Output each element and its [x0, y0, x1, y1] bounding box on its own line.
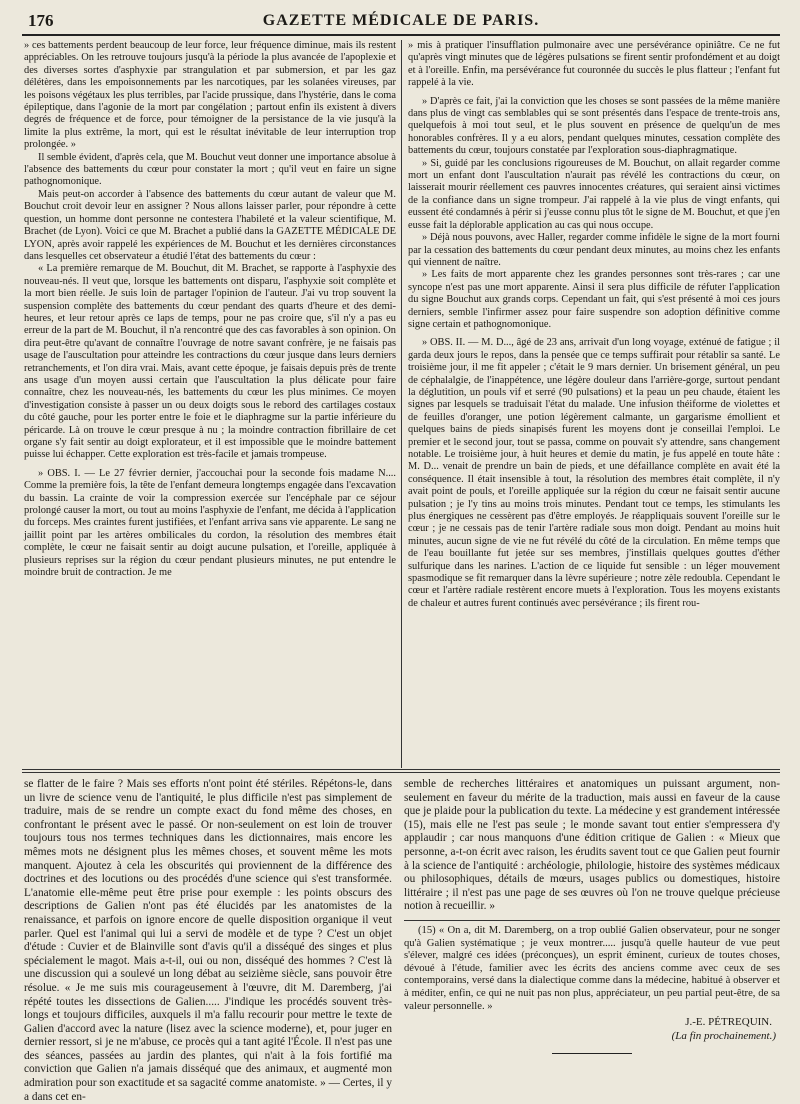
continuation-note: (La fin prochainement.): [671, 1029, 776, 1042]
column-right: [408, 40, 780, 768]
column-divider: [401, 40, 402, 768]
column-left: [24, 40, 396, 768]
col1-paragraph-3: Mais peut-on accorder à l'absence des battements du cœur autant de valeur que M. Bouchut croit devoir leur en assigner ? Nous allons laisser parler, pour répondre à cette question, un homme dont personne ne contestera l'habileté et la valeur scientifique, M. Brachet (de Lyon). Voici ce que M. Brachet a publié dans la GAZETTE MÉDICALE DE LYON, après avoir rappelé les expériences de M. Bouchut et les dernières circonstances dans lesquelles cet observateur a étudié l'état des battements du cœur :: [24, 188, 396, 262]
col2-paragraph-4: » Déjà nous pouvons, avec Haller, regarder comme infidèle le signe de la mort fourni par la cessation des battements du cœur pendant deux minutes, au moins chez les enfants qui viennent de naître.: [408, 232, 780, 268]
section-divider: [22, 769, 780, 770]
section-divider-double: [22, 772, 780, 773]
col1-paragraph-5: » OBS. I. — Le 27 février dernier, j'accouchai pour la seconde fois madame N.... Comme la première fois, la tête de l'enfant demeura longtemps engagée dans l'excavation du bassin. La crainte de voir la compression exercée sur l'encéphale par ce séjour prolongé causer la mort, ou tout au moins l'asphyxie de l'enfant, me décida à l'application du forceps. Mes craintes furent justifiées, et l'enfant arriva sans vie apparente. Le sang ne jaillit point par les artères ombilicales du cordon, la résolution des membres était complète, le cœur ne faisait sentir au doigt aucune pulsation, et l'oreille, appliquée à plusieurs reprises sur la région du cœur pendant plusieurs minutes, ne put entendre le moindre bruit de contraction. Je me: [24, 467, 396, 579]
bottom-column-right: [404, 778, 780, 1096]
page-number: 176: [28, 11, 54, 30]
col2-paragraph-6: » OBS. II. — M. D..., âgé de 23 ans, arrivait d'un long voyage, exténué de fatigue ; il garda deux jours le repos, dans la pensée que ce temps suffirait pour rétablir sa santé. Le troisième jour, il me fit appeler ; c'était le 9 mars dernier. Un brisement général, un peu de céphalalgie, de l'inappétence, une légère douleur dans l'arrière-gorge, surtout pendant la déglutition, un pouls vif et serré (90 pulsations) et la peau un peu chaude, étaient les signes par lesquels se traduisait l'état du malade. Une infusion théiforme de violettes et de feuilles d'oranger, une potion légèrement calmante, un gargarisme émollient et quelques bains de pieds sinapisés furent les moyens dont je conseillai l'emploi. Le premier et le second jour, tout se passa, comme on pouvait s'y attendre, sans changement notable. Le troisième jour, à huit heures et demie du matin, je fus appelé en toute hâte : M. D... venait de prendre un bain de pieds, et une défaillance complète en avait été la conséquence. Il était insensible à tout, la résolution des membres était complète, il n'y avait point de pouls, et l'oreille appliquée sur la région du cœur ne faisait sentir aucune pulsation ; je l'y tins au moins trois minutes. Pendant tout ce temps, les stimulants les plus énergiques ne cessèrent pas d'être employés. Je réappliquais souvent l'oreille sur le cœur ; je ne cessais pas de tenir l'artère radiale sous mon doigt. Pendant au moins huit minutes, aucun signe de vie ne fut révélé du côté de la circulation. En même temps que de l'eau bouillante fut jetée sur ses membres, j'instillais quelques gouttes d'éther sulfurique dans les narines. L'action de ce liquide fut sensible : un léger mouvement spasmodique se fit remarquer dans la lèvre supérieure ; notre zèle redoubla. Cependant le cœur et l'artère radiale restèrent encore muets à l'exploration. Tous les moyens existants de chaleur et autres furent continués avec persévérance ; ils firent rou-: [408, 337, 780, 609]
bottom-left-text: se flatter de le faire ? Mais ses efforts n'ont point été stériles. Répétons-le, dans un livre de science venu de l'antiquité, le plus difficile n'est pas simplement de traduire, mais de se rendre un compte exact du fond même des choses, en confrontant le présent avec le passé. Or non-seulement on est loin de trouver toujours tous nos termes techniques dans les dictionnaires, mais encore les mêmes mots ne désignent plus les mêmes choses, et souvent même les mots manquent. Ajoutez à cela les obscurités qui proviennent de la différence des doctrines et des locutions ou des procédés d'une science qui s'est transformée. L'anatomie elle-même peut être prise pour exemple : les points obscurs des descriptions de Galien n'ont pas été élucidés par les anatomistes de la renaissance, et parfois on ignore encore de quelle disposition organique il veut parler. Quel est l'animal qui lui a servi de modèle et de type ? C'est un objet d'étude : Cuvier et de Blainville sont d'avis qu'il a disséqué des singes et plus spécialement le magot. Mais a-t-il, oui ou non, disséqué des hommes ? C'est là une discussion qui a soulevé un long débat au seizième siècle, sans pouvoir être résolue. « Je me suis mis courageusement à l'œuvre, dit M. Daremberg, j'ai répété toutes les dissections de Galien..... J'indique les procédés souvent très-longs et toujours difficiles, auxquels il m'a fallu recourir pour mettre le texte de Galien d'accord avec la nature (lisez avec la science moderne), et, pour juger en dernier ressort, si je ne m'abuse, ce procès qui a tant agité l'École. Il n'est pas une des séances, passées au jardin des plantes, qui n'ait à la fois fortifié ma conviction que Galien n'a jamais disséqué que des animaux, et augmenté mon admiration pour son exactitude et sa sagacité comme anatomiste. » — Certes, il y a dans cet en-: [24, 778, 392, 1103]
col2-paragraph-3: » Si, guidé par les conclusions rigoureuses de M. Bouchut, on allait regarder comme mort un enfant dont l'auscultation n'aurait pas révélé les contractions du cœur, on laisserait mourir réellement ces pauvres innocentes créatures, qui seraient ainsi victimes de la confiance dans un signe trompeur. J'ai rappelé à la vie plus de vingt enfants, qui eussent été condamnés à périr si j'eusse connu plus tôt le signe de M. Bouchut, et que j'en eusse fait la déplorable application au cas qui nous occupe.: [408, 157, 780, 231]
author-signature: J.-E. PÉTREQUIN.: [685, 1016, 772, 1029]
end-rule: [552, 1053, 632, 1054]
col2-paragraph-2: » D'après ce fait, j'ai la conviction que les choses se sont passées de la même manière dans plus de vingt cas semblables qui se sont présentés dans l'espace de trente-trois ans, quelquefois à moi tout seul, et le plus souvent en présence de quelqu'un de mes honorables confrères. Il y a eu alors, pendant quelques minutes, cessation complète des battements du cœur, toujours constatée par l'exploration sous-diaphragmatique.: [408, 95, 780, 157]
col1-paragraph-2: Il semble évident, d'après cela, que M. Bouchut veut donner une importance absolue à l'absence des battements du cœur pour constater la mort ; qu'il veut en faire un signe pathognomonique.: [24, 151, 396, 188]
page-header: [22, 10, 780, 36]
bottom-column-left: [24, 778, 392, 1103]
col2-paragraph-5: » Les faits de mort apparente chez les grandes personnes sont très-rares ; car une syncope n'est pas une mort apparente. Ainsi il sera plus difficile de réfuter l'application du signe Bouchut aux grands corps. Cependant un fait, qui s'est présenté à moi ces jours derniers, semble l'infirmer assez pour faire suspendre son adoption définitive comme signe certain et pathognomonique.: [408, 269, 780, 330]
col1-paragraph-1: » ces battements perdent beaucoup de leur force, leur fréquence diminue, mais ils restent appréciables. On les retrouve toujours jusqu'à la période la plus avancée de l'apoplexie et des diverses sortes d'asphyxie par strangulation et par submersion, et par les gaz délétères, dans les empoisonnements par les narcotiques, par les solanées vireuses, par les poisons végétaux les plus terribles, par l'acide prussique, dans l'hystérie, dans le coma épileptique, dans l'agonie de la mort par congélation ; partout enfin ils existent à divers degrés de fréquence et de force, pour témoigner de la persistance de la vie jusqu'à la limite la plus extrême, la mort, qui est le résultat inévitable de leur interruption trop prolongée. »: [24, 40, 396, 151]
bottom-right-text: semble de recherches littéraires et anatomiques un puissant argument, non-seulement en faveur du mérite de la traduction, mais aussi en faveur de la cause que je plaide pour la publication du texte. La médecine y est grandement intéressée (15), mais elle ne l'est pas seule ; le monde savant tout entier s'empressera d'y applaudir ; car nous manquons d'une édition critique de Galien : « Mieux que personne, a-t-on écrit avec raison, les érudits savent tout ce que Galien peut fournir à la science de l'antiquité : archéologie, philologie, histoire des systèmes médicaux ou philosophiques, détails de mœurs, usages publics ou domestiques, histoire littéraire ; il n'est pas une page de ses œuvres où l'on ne trouve quelque précieuse notion à recueillir. »: [404, 778, 780, 913]
footnote-15: (15) « On a, dit M. Daremberg, on a trop oublié Galien observateur, pour ne songer qu'à Galien systématique ; je veux montrer..... jusqu'à quelle hauteur de vue peut s'élever, malgré ces idées (préconçues), un esprit éminent, curieux de toutes choses, dévoué à l'étude, familier avec les écrits des anciens comme avec ceux de ses contemporains, versé dans la dialectique comme dans la médecine, habitué à observer et à méditer, enfin, ce qui ne nuit pas non plus, appréciateur, un peu partial peut-être, de sa valeur personnelle. »: [404, 924, 780, 1012]
footnote-divider: [404, 920, 780, 921]
journal-title: GAZETTE MÉDICALE DE PARIS.: [262, 12, 540, 29]
col1-paragraph-4: « La première remarque de M. Bouchut, dit M. Brachet, se rapporte à l'asphyxie des nouveau-nés. Il veut que, lorsque les battements ont disparu, l'asphyxie soit complète et la mort bien réelle. Je suis loin de partager l'opinion de l'auteur. J'ai vu trop souvent la suspension complète des battements du cœur pendant des quarts d'heure et des demi-heures, et leur retour après ce laps de temps, pour ne pas croire que, s'il n'y a pas eu erreur de la part de M. Bouchut, il n'a rencontré que des cas favorables à son opinion. On dira peut-être qu'avant de connaître l'ouvrage de notre savant confrère, je ne faisais pas usage de l'auscultation pour atteindre les contractions du cœur jusque dans leurs derniers retranchements, et l'on dira vrai. Mais, avant cette époque, je faisais depuis près de trente ans usage d'un moyen aussi certain que l'auscultation la plus délicate pour faire connaître, chez les nouveau-nés, les battements du cœur les plus minimes. Ce moyen d'investigation consiste à passer un ou deux doigts sous le rebord des cartilages costaux du côté gauche, pour les porter entre le foie et le diaphragme sur la partie inférieure du péricarde. Là on trouve le cœur presque à nu ; la moindre contraction fibrillaire de cet organe s'y fait sentir au doigt explorateur, et il est impossible que le moindre battement puisse lui échapper. Cette exploration est très-facile et jamais trompeuse.: [24, 263, 396, 461]
col2-paragraph-1: » mis à pratiquer l'insufflation pulmonaire avec une persévérance opiniâtre. Ce ne fut qu'après vingt minutes que de légères pulsations se firent sentir profondément et au doigt et à l'oreille. Enfin, ma persévérance fut couronnée du succès le plus flatteur ; l'enfant fut rappelé à la vie.: [408, 40, 780, 89]
